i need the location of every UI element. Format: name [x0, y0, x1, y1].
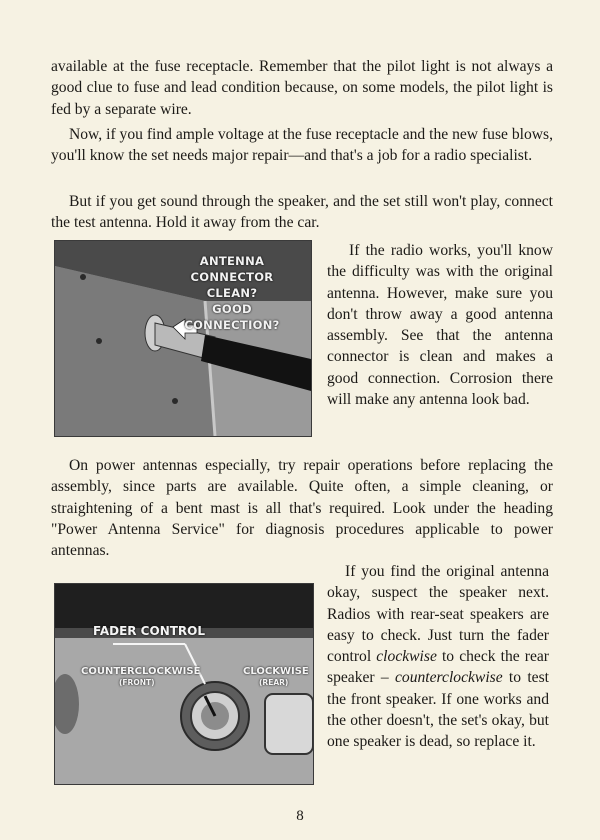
emphasis-counterclockwise: counterclockwise [394, 669, 503, 687]
paragraph-original-antenna: If the radio works, you'll know the difficulty was with the original antenna. However, make sure you don't throw away a good antenna assembly. See that the antenna connector is clean and makes a good connection. Corrosion there will make any antenna look bad. [327, 242, 553, 409]
emphasis-clockwise: clockwise [376, 648, 437, 666]
clockwise-label: CLOCKWISE [243, 666, 309, 677]
paragraph-major-repair: Now, if you find ample voltage at the fuse receptacle and the new fuse blows, you'll know the set needs major repair—and that's a job for a radio specialist. [51, 126, 553, 165]
fader-control-label: FADER CONTROL [93, 624, 206, 638]
fader-control-photo [54, 583, 314, 785]
rear-sublabel: (REAR) [259, 678, 289, 687]
counterclockwise-label: COUNTERCLOCKWISE [81, 666, 201, 677]
speaker-text: to check the rear speaker – [327, 648, 549, 687]
caption-line: CONNECTION? [184, 318, 280, 332]
speaker-text: to test the front speaker. If one works and the other doesn't, the set's okay, but one speaker is dead, so replace it. [327, 669, 549, 751]
caption-line: ANTENNA CONNECTOR [190, 254, 274, 284]
antenna-connector-photo [54, 240, 312, 437]
paragraph-fuse-receptacle: available at the fuse receptacle. Remember that the pilot light is not always a good clue to fuse and lead condition because, on some models, the pilot light is fed by a separate wire. [51, 58, 553, 118]
caption-line: CLEAN? [206, 286, 258, 300]
antenna-connector-caption [167, 253, 297, 333]
caption-line: GOOD [212, 302, 252, 316]
paragraph-test-antenna: But if you get sound through the speaker, and the set still won't play, connect the test antenna. Hold it away from the car. [51, 193, 553, 232]
speaker-text: If you find the original antenna okay, suspect the speaker next. Radios with rear-seat speakers are easy to check. Just turn the fader control [327, 563, 549, 666]
paragraph-power-antennas: On power antennas especially, try repair operations before replacing the assembly, since parts are available. Quite often, a simple cleaning, or straightening of a bent mast is all that's required. Look under the heading "Power Antenna Service" for diagnosis procedures applicable to power antennas. [51, 457, 553, 560]
page-number: 8 [296, 808, 304, 824]
paragraph-speaker-check [327, 561, 549, 753]
front-sublabel: (FRONT) [119, 678, 155, 687]
